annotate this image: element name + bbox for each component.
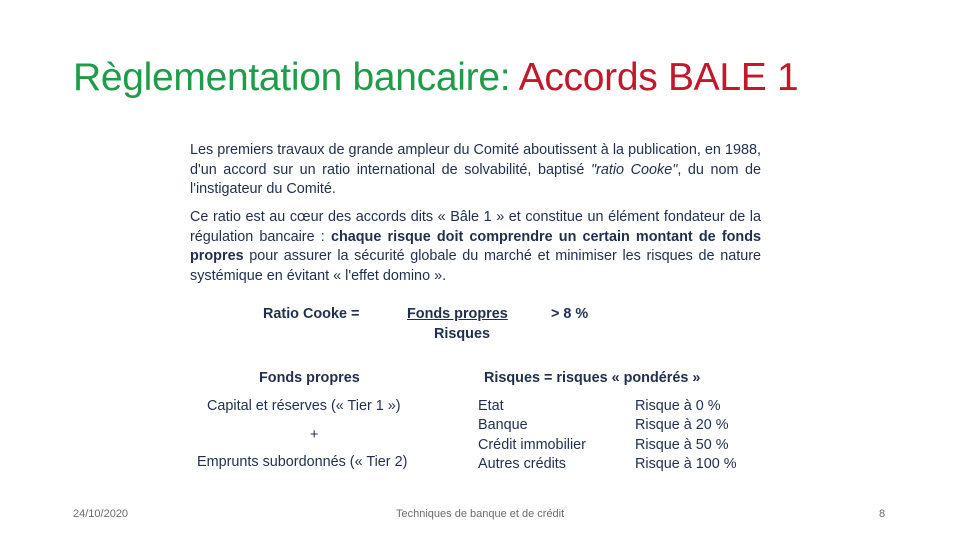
- risk-category: Etat: [478, 398, 504, 414]
- risk-category: Crédit immobilier: [478, 437, 586, 453]
- paragraph-bale-text: Ce ratio est au cœur des accords dits « Bâle 1 » et constitue un élément fondateur de la régulation bancaire :: [190, 209, 761, 245]
- paragraph-intro-end: , du nom de l'instigateur du Comité.: [190, 161, 761, 197]
- risk-category: Autres crédits: [478, 456, 566, 472]
- risk-weight: Risque à 100 %: [635, 456, 737, 472]
- footer-page-number: 8: [879, 508, 886, 520]
- ratio-cooke-term: "ratio Cooke": [590, 161, 678, 178]
- risk-category: Banque: [478, 417, 528, 433]
- formula-label: Ratio Cooke =: [263, 306, 360, 322]
- risk-weight: Risque à 50 %: [635, 437, 729, 453]
- title-main: Règlementation bancaire:: [73, 56, 511, 99]
- slide-title: [73, 56, 798, 100]
- formula-denominator: Risques: [434, 326, 490, 342]
- title-sub: Accords BALE 1: [518, 56, 799, 99]
- risk-weight: Risque à 0 %: [635, 398, 721, 414]
- risques-heading: Risques = risques « pondérés »: [484, 370, 701, 386]
- paragraph-intro-text: Les premiers travaux de grande ampleur du Comité aboutissent à la publication, en 1988, d'un accord sur un ratio international de solvabilité, baptisé: [190, 142, 761, 178]
- plus-sign: +: [310, 427, 319, 443]
- paragraph-bale-end: pour assurer la sécurité globale du marché et minimiser les risques de nature systémique en évitant « l'effet domino ».: [190, 248, 761, 284]
- paragraph-bale-emphasis: chaque risque doit comprendre un certain montant de fonds propres: [190, 228, 761, 264]
- tier1-item: Capital et réserves (« Tier 1 »): [207, 398, 401, 414]
- paragraph-intro: [190, 141, 761, 200]
- fonds-propres-heading: Fonds propres: [259, 370, 360, 386]
- risk-weight: Risque à 20 %: [635, 417, 729, 433]
- footer-date: 24/10/2020: [73, 508, 129, 520]
- formula-numerator: Fonds propres: [407, 306, 508, 322]
- formula-condition: > 8 %: [551, 306, 589, 322]
- paragraph-bale: [190, 208, 761, 286]
- footer-course: Techniques de banque et de crédit: [396, 508, 565, 520]
- tier2-item: Emprunts subordonnés (« Tier 2): [197, 454, 408, 470]
